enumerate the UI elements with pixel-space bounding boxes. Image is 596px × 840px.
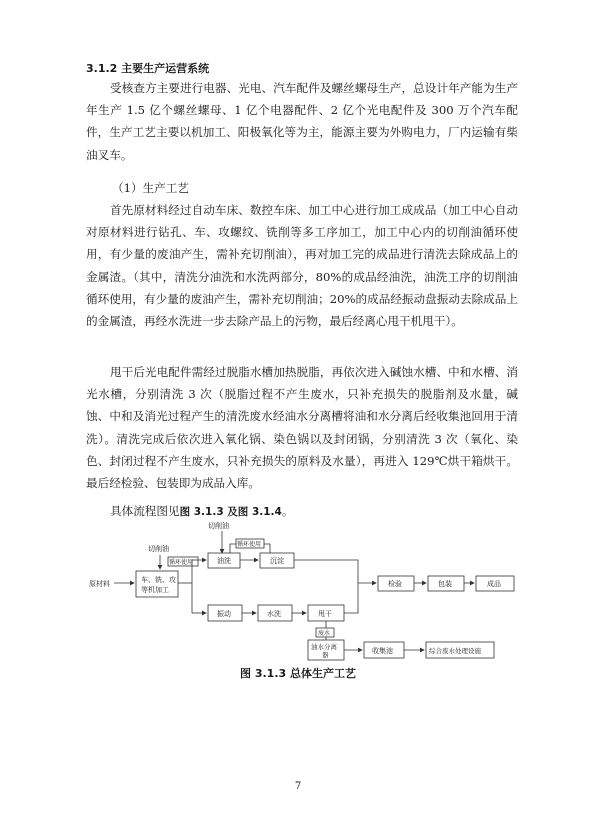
label-product: 成品 [487,580,501,588]
subsection-title: （1）生产工艺 [112,181,189,195]
paragraph-optical: 甩干后光电配件需经过脱脂水槽加热脱脂，再依次进入碱蚀水槽、中和水槽、消光水槽，分别清洗 3 次（脱脂过程不产生废水，只补充损失的脱脂剂及水量，碱蚀、中和及消光过程产生的清洗废水经油水分离槽将油和水分离后经收集池回用于清洗）。清洗完成后依次进入氧化锅、染色锅以及封闭锅，分别清洗 3 次（氧化、染色、封闭过程不产生废水，只补充损失的原料及水量），再进入 129℃烘干箱烘干。最后经检验、包装即为成品入库。 [86,365,518,491]
label-separator-2: 器 [322,651,329,659]
page-number: 7 [294,781,302,792]
label-pack: 包装 [438,580,452,588]
label-vibrate: 振动 [217,610,231,618]
label-recycle-left: 循环使用 [169,559,194,566]
label-cutting-oil-left: 切削油 [148,545,169,553]
process-flowchart [0,515,596,665]
line-sediment-merge [294,560,358,583]
label-machining-2: 等机加工 [141,586,169,594]
label-waste-water: 废水 [318,630,331,637]
figref-suffix: 。 [281,504,294,518]
label-recycle-top: 循环使用 [237,541,262,548]
figref-prefix: 具体流程图见 [110,504,180,518]
paragraph-overview: 受核查方主要进行电器、光电、汽车配件及螺丝螺母生产，总设计年产能为生产年生产 1.5 亿个螺丝螺母、1 亿个电器配件、2 亿个光电配件及 300 万个汽车配件，生产工艺主要以机加工、阳极氧化等为主，能源主要为外购电力，厂内运输有柴油叉车。 [86,81,518,162]
label-cutting-oil-top: 切削油 [208,522,229,530]
paragraph-process: 首先原材料经过自动车床、数控车床、加工中心进行加工成成品（加工中心自动对原材料进行钻孔、车、攻螺纹、铣削等多工序加工，加工中心内的切削油循环使用，有少量的废油产生，需补充切削油），再对加工完的成品进行清洗去除成品上的金属渣。（其中，清洗分油洗和水洗两部分，80%的成品经油洗，油洗工序的切削油循环使用，有少量的废油产生，需补充切削油；20%的成品经振动盘振动去除成品上的金属渣，再经水洗进一步去除产品上的污物，最后经离心甩干机甩干）。 [86,203,518,329]
label-raw-material: 原材料 [89,580,110,588]
recycle-line-top-b [230,544,236,553]
label-sediment: 沉淀 [270,557,284,565]
section-heading: 3.1.2 主要生产运营系统 [86,62,210,75]
label-treatment: 综合废水处理设施 [429,647,481,655]
label-inspect: 检验 [388,580,402,588]
figref-bold: 图 3.1.3 及图 3.1.4 [179,506,282,518]
label-oil-wash: 油洗 [217,557,231,565]
line-spindry-merge [344,583,358,613]
label-separator-1: 油水分离 [311,643,337,651]
figure-caption: 图 3.1.3 总体生产工艺 [240,667,356,680]
label-collect-pool: 收集池 [372,647,393,655]
label-water-wash: 水洗 [267,610,281,618]
label-spin-dry: 甩干 [318,610,332,618]
label-machining-1: 车、铣、攻 [141,576,176,584]
recycle-line-top-a [264,544,270,553]
